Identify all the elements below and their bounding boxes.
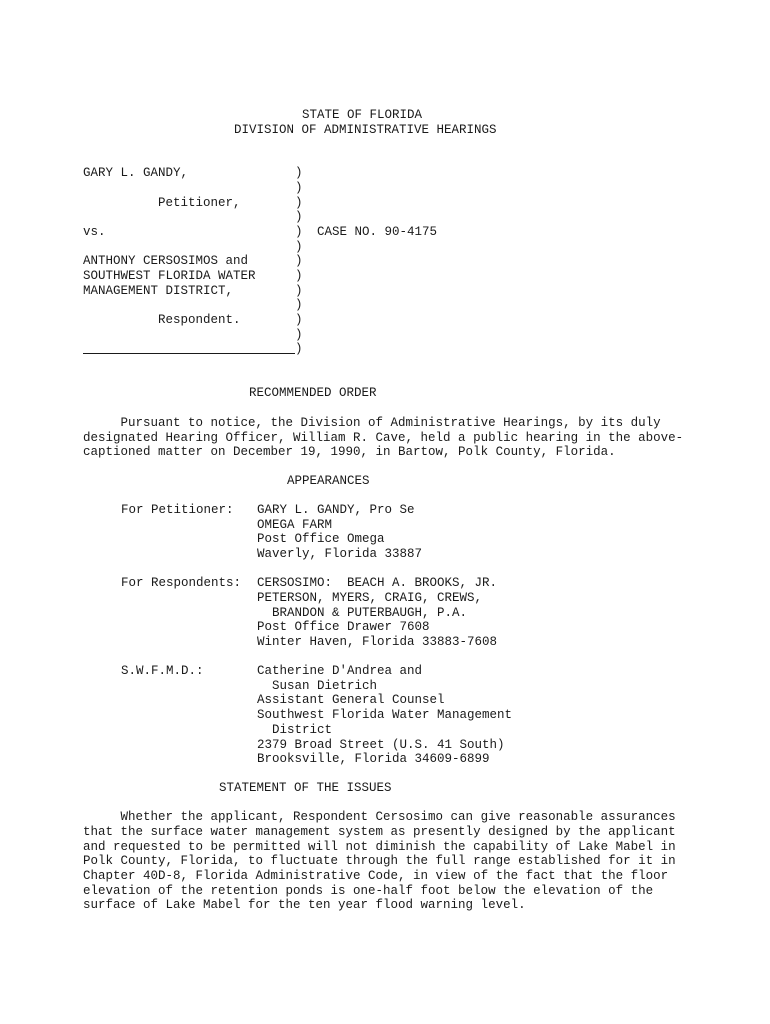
swfmd-appearance-line: District — [257, 723, 333, 737]
swfmd-appearance-line: Susan Dietrich — [257, 679, 378, 693]
swfmd-appearance-line: Brooksville, Florida 34609-6899 — [257, 752, 490, 766]
swfmd-appearance-line: Catherine D'Andrea and — [257, 664, 423, 678]
caption-paren: ) — [295, 225, 303, 239]
respondents-appearance-line: CERSOSIMO: BEACH A. BROOKS, JR. — [257, 576, 498, 590]
petitioner-appearance-line: Post Office Omega — [257, 532, 385, 546]
petitioner-appearance-line: GARY L. GANDY, Pro Se — [257, 503, 415, 517]
division-heading: DIVISION OF ADMINISTRATIVE HEARINGS — [234, 123, 497, 137]
issues-paragraph-line: that the surface water management system as presently designed by the applicant — [83, 825, 676, 839]
caption-paren: ) — [295, 269, 303, 283]
swfmd-appearance-line: Southwest Florida Water Management — [257, 708, 513, 722]
caption-paren: ) — [295, 284, 303, 298]
order-paragraph-line: Pursuant to notice, the Division of Administrative Hearings, by its duly — [83, 416, 661, 430]
caption-paren: ) — [295, 240, 303, 254]
petitioner-role: Petitioner, — [158, 196, 241, 210]
issues-paragraph-line: Chapter 40D-8, Florida Administrative Code, in view of the fact that the floor — [83, 869, 669, 883]
state-heading: STATE OF FLORIDA — [302, 108, 423, 122]
caption-paren: ) — [295, 254, 303, 268]
petitioner-appearance-line: Waverly, Florida 33887 — [257, 547, 423, 561]
caption-underline — [83, 353, 295, 354]
caption-paren: ) — [295, 210, 303, 224]
respondent-line-3: MANAGEMENT DISTRICT, — [83, 284, 234, 298]
issues-paragraph-line: and requested to be permitted will not diminish the capability of Lake Mabel in — [83, 840, 676, 854]
caption-paren: ) — [295, 196, 303, 210]
order-paragraph-line: captioned matter on December 19, 1990, in Bartow, Polk County, Florida. — [83, 445, 616, 459]
versus: vs. — [83, 225, 106, 239]
respondent-line-2: SOUTHWEST FLORIDA WATER — [83, 269, 256, 283]
caption-paren: ) — [295, 181, 303, 195]
issues-heading: STATEMENT OF THE ISSUES — [219, 781, 392, 795]
swfmd-label: S.W.F.M.D.: — [121, 664, 204, 678]
caption-paren: ) — [295, 298, 303, 312]
caption-paren: ) — [295, 313, 303, 327]
swfmd-appearance-line: Assistant General Counsel — [257, 693, 445, 707]
swfmd-appearance-line: 2379 Broad Street (U.S. 41 South) — [257, 738, 505, 752]
petitioner-label: For Petitioner: — [121, 503, 234, 517]
petitioner-name: GARY L. GANDY, — [83, 166, 189, 180]
respondents-appearance-line: BRANDON & PUTERBAUGH, P.A. — [257, 606, 468, 620]
caption-paren: ) — [295, 328, 303, 342]
respondents-label: For Respondents: — [121, 576, 242, 590]
recommended-order-heading: RECOMMENDED ORDER — [249, 386, 377, 400]
respondents-appearance-line: Winter Haven, Florida 33883-7608 — [257, 635, 498, 649]
petitioner-appearance-line: OMEGA FARM — [257, 518, 333, 532]
issues-paragraph-line: Whether the applicant, Respondent Cersosimo can give reasonable assurances — [83, 810, 676, 824]
caption-paren: ) — [295, 342, 303, 356]
order-paragraph-line: designated Hearing Officer, William R. Cave, held a public hearing in the above- — [83, 431, 684, 445]
caption-paren: ) — [295, 166, 303, 180]
respondents-appearance-line: Post Office Drawer 7608 — [257, 620, 430, 634]
case-number: CASE NO. 90-4175 — [317, 225, 438, 239]
respondent-line-1: ANTHONY CERSOSIMOS and — [83, 254, 249, 268]
respondent-role: Respondent. — [158, 313, 241, 327]
appearances-heading: APPEARANCES — [287, 474, 370, 488]
respondents-appearance-line: PETERSON, MYERS, CRAIG, CREWS, — [257, 591, 483, 605]
issues-paragraph-line: Polk County, Florida, to fluctuate through the full range established for it in — [83, 854, 676, 868]
issues-paragraph-line: elevation of the retention ponds is one-half foot below the elevation of the — [83, 884, 654, 898]
issues-paragraph-line: surface of Lake Mabel for the ten year flood warning level. — [83, 898, 526, 912]
